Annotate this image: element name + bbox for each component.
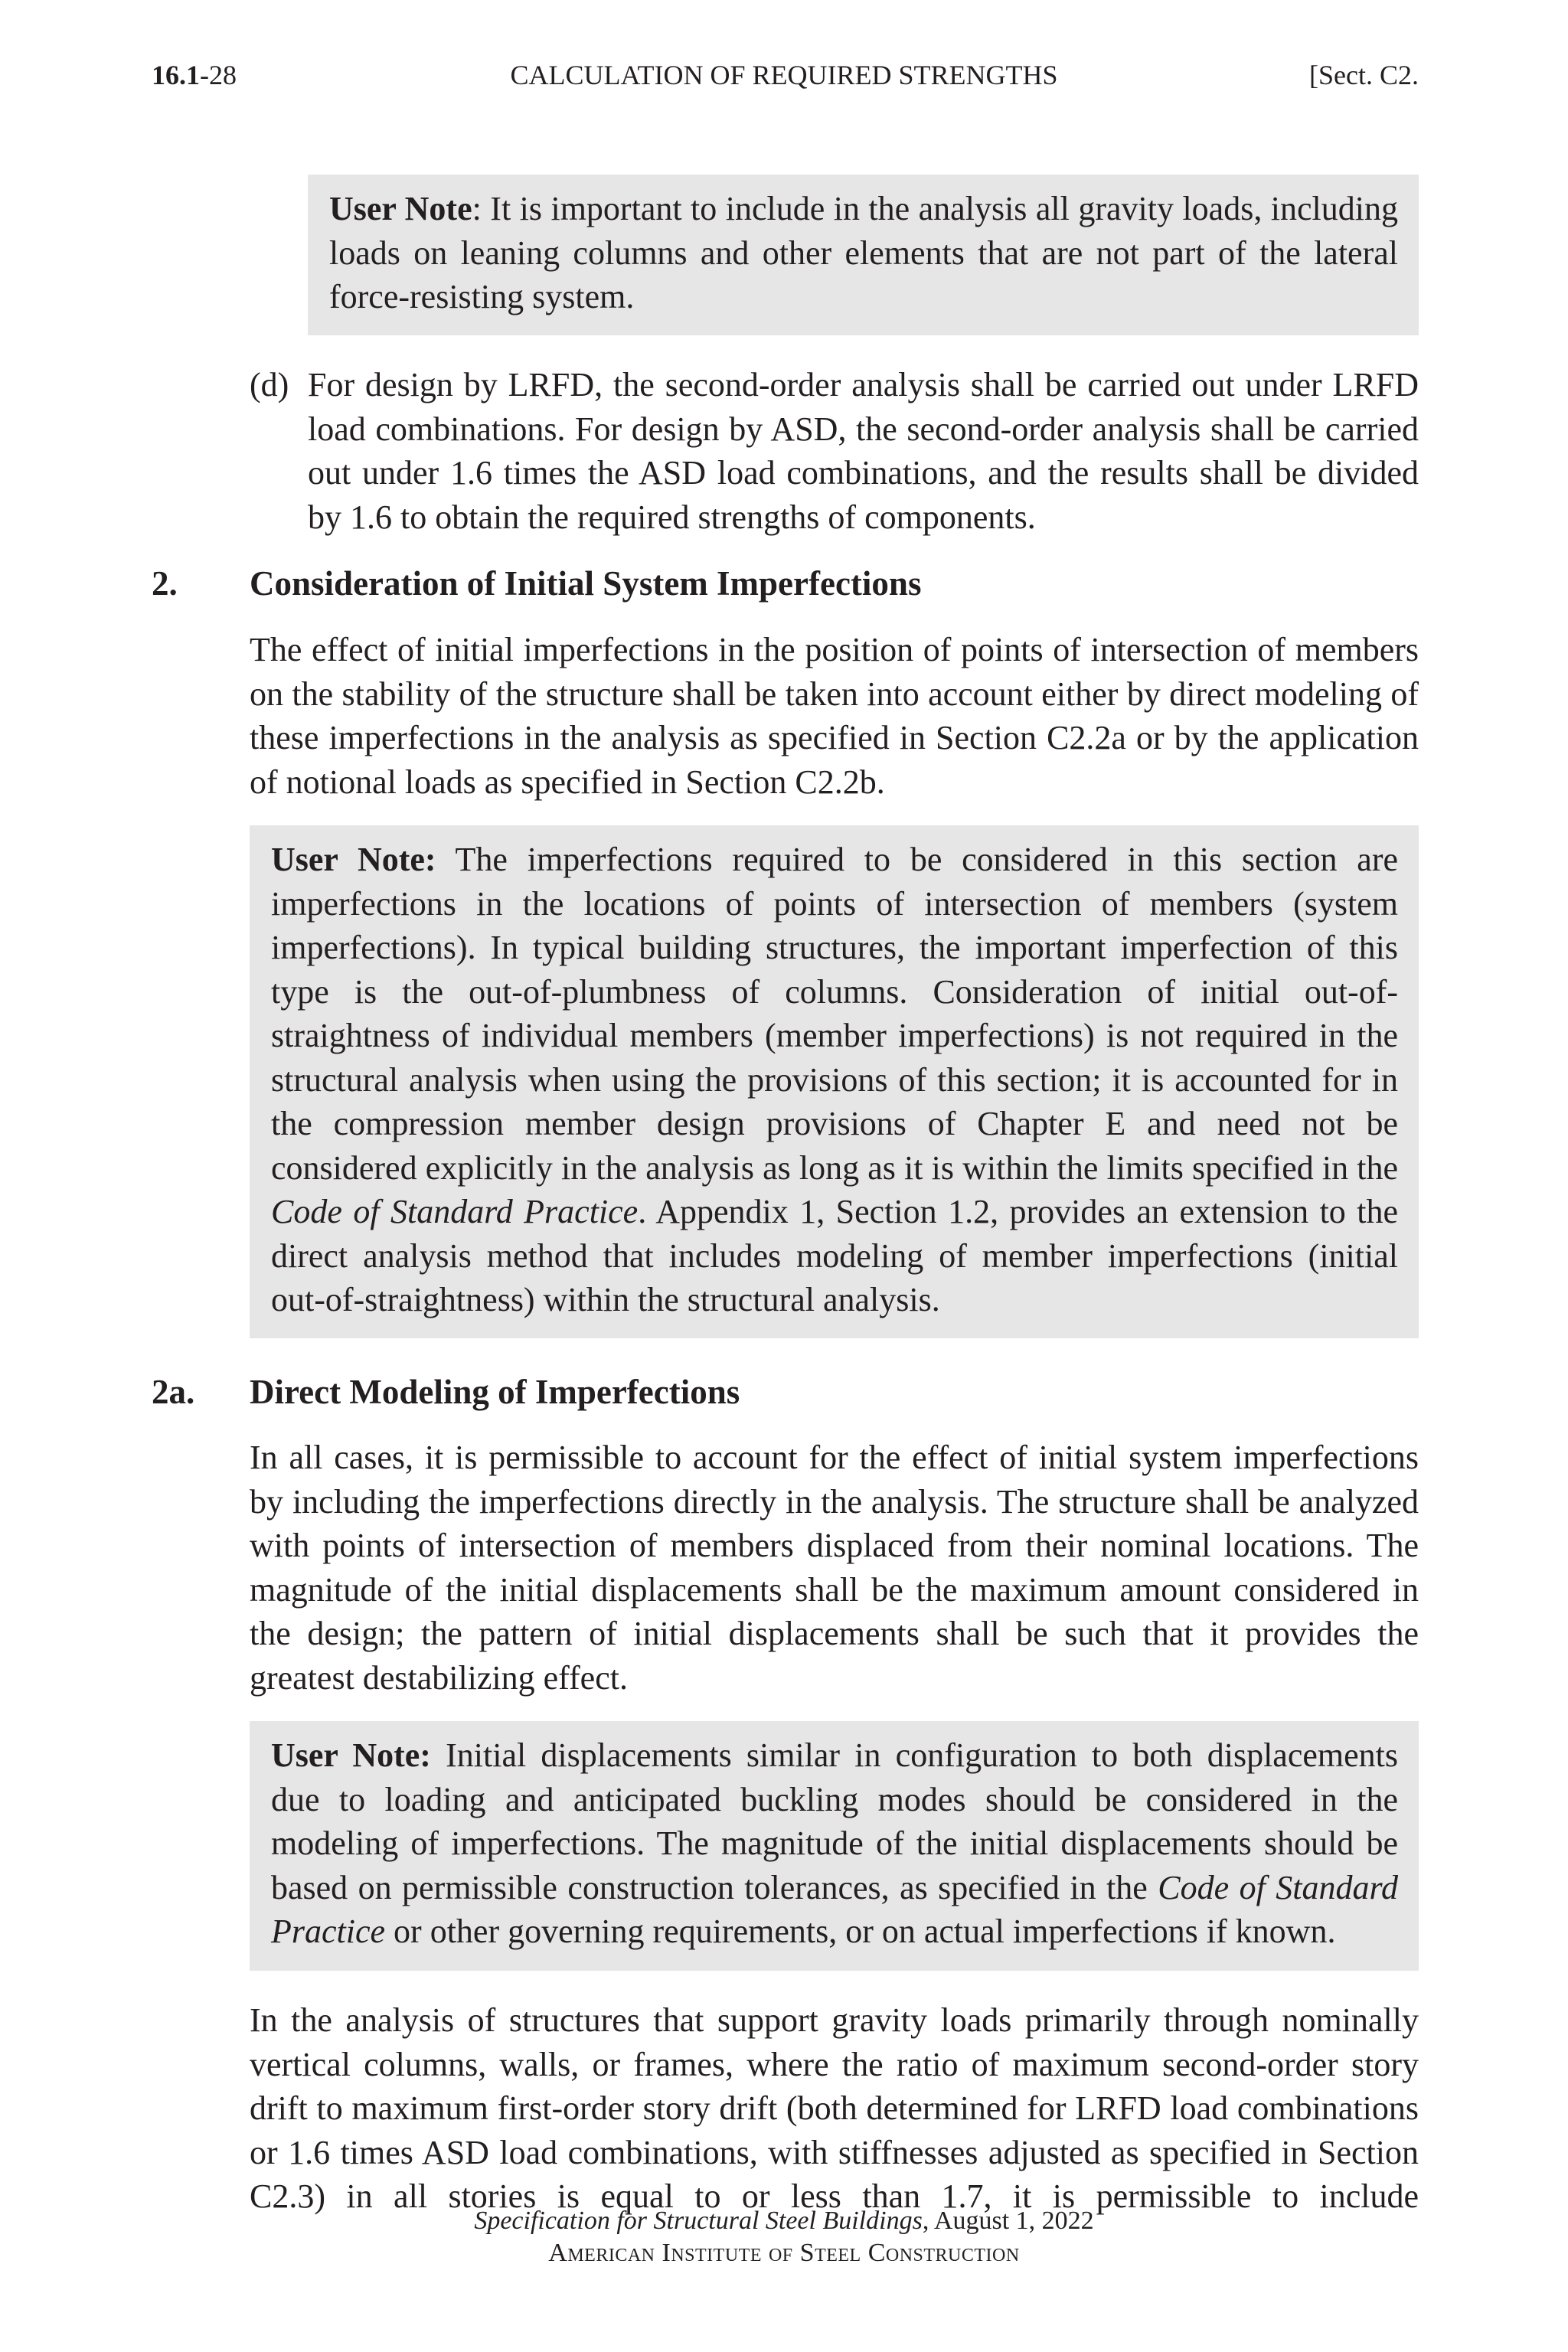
user-note-text: Initial displacements similar in configuration to both displacements due to loading and anticipated buckling modes should be considered in the modeling of imperfections. The magnitude of the initial displacements should be based on permissible construction tolerances, as specified in the — [271, 1736, 1398, 1906]
list-item-d-label: (d) — [250, 366, 289, 403]
user-note-label: User Note: — [271, 1736, 431, 1774]
user-note-text: The imperfections required to be considered in this section are imperfections in the locations of points of intersection of members (system imperfections). In typical building structures, the important imperfection of this type is the out-of-plumbness of columns. Consideration of initial out-of-straightness of individual members (member imperfections) is not required in the structural analysis when using the provisions of this section; it is accounted for in the compression member design provisions of Chapter E and need not be considered explicitly in the analysis as long as it is within the limits specified in the — [271, 841, 1398, 1187]
user-note-text: or other governing requirements, or on actual imperfections if known. — [385, 1913, 1336, 1950]
section-2a-title: Direct Modeling of Imperfections — [250, 1373, 740, 1411]
code-of-standard-practice-citation: Code of Standard Practice — [271, 1193, 639, 1230]
user-note-2 — [250, 825, 1419, 1338]
section-2a-number: 2a. — [152, 1373, 195, 1411]
user-note-label: User Note — [329, 190, 472, 227]
footer-spec-title: Specification for Structural Steel Buildings — [474, 2207, 923, 2235]
list-item-d-text: For design by LRFD, the second-order analysis shall be carried out under LRFD load combinations. For design by ASD, the second-order analysis shall be carried out under 1.6 times the ASD load combinations, and the results shall be divided by 1.6 to obtain the required strengths of components. — [308, 366, 1419, 536]
footer-spec-line — [0, 2205, 1568, 2237]
section-2-title: Consideration of Initial System Imperfections — [250, 564, 922, 603]
user-note-text: . Appendix 1, Section 1.2, provides an extension to the direct analysis method that includes modeling of member imperfections (initial out-of-straightness) within the structural analysis. — [271, 1193, 1398, 1318]
code-of-standard-practice-citation: Code of Standard Practice — [271, 1868, 1398, 1950]
user-note-1 — [308, 175, 1419, 335]
page-number: 16.1-28 — [152, 60, 237, 90]
section-2-paragraph: The effect of initial imperfections in the position of points of intersection of members on the stability of the structure shall be taken into account either by direct modeling of these imperfections in the analysis as specified in Section C2.2a or by the application of notional loads as specified in Section C2.2b. — [250, 631, 1419, 801]
footer-organization: American Institute of Steel Construction — [548, 2239, 1020, 2267]
user-note-label: User Note: — [271, 841, 436, 878]
section-reference: [Sect. C2. — [1309, 60, 1419, 90]
running-header-title: CALCULATION OF REQUIRED STRENGTHS — [510, 60, 1058, 90]
user-note-text: : It is important to include in the analysis all gravity loads, including loads on leaning columns and other elements that are not part of the lateral force-resisting system. — [329, 190, 1399, 315]
user-note-3 — [250, 1721, 1419, 1971]
section-2a-paragraph: In all cases, it is permissible to account for the effect of initial system imperfections by including the imperfections directly in the analysis. The structure shall be analyzed with points of intersection of members displaced from their nominal locations. The magnitude of the initial displacements shall be the maximum amount considered in the design; the pattern of initial displacements shall be such that it provides the greatest destabilizing effect. — [250, 1439, 1419, 1697]
section-2-number: 2. — [152, 564, 178, 603]
footer-spec-date: , August 1, 2022 — [922, 2207, 1094, 2235]
final-paragraph: In the analysis of structures that support gravity loads primarily through nominally vertical columns, walls, or frames, where the ratio of maximum second-order story drift to maximum first-order story drift (both determined for LRFD load combinations or 1.6 times ASD load combinations, with stiffnesses adjusted as specified in Section C2.3) in all stories is equal to or less than 1.7, it is permissible to include — [250, 2001, 1419, 2215]
